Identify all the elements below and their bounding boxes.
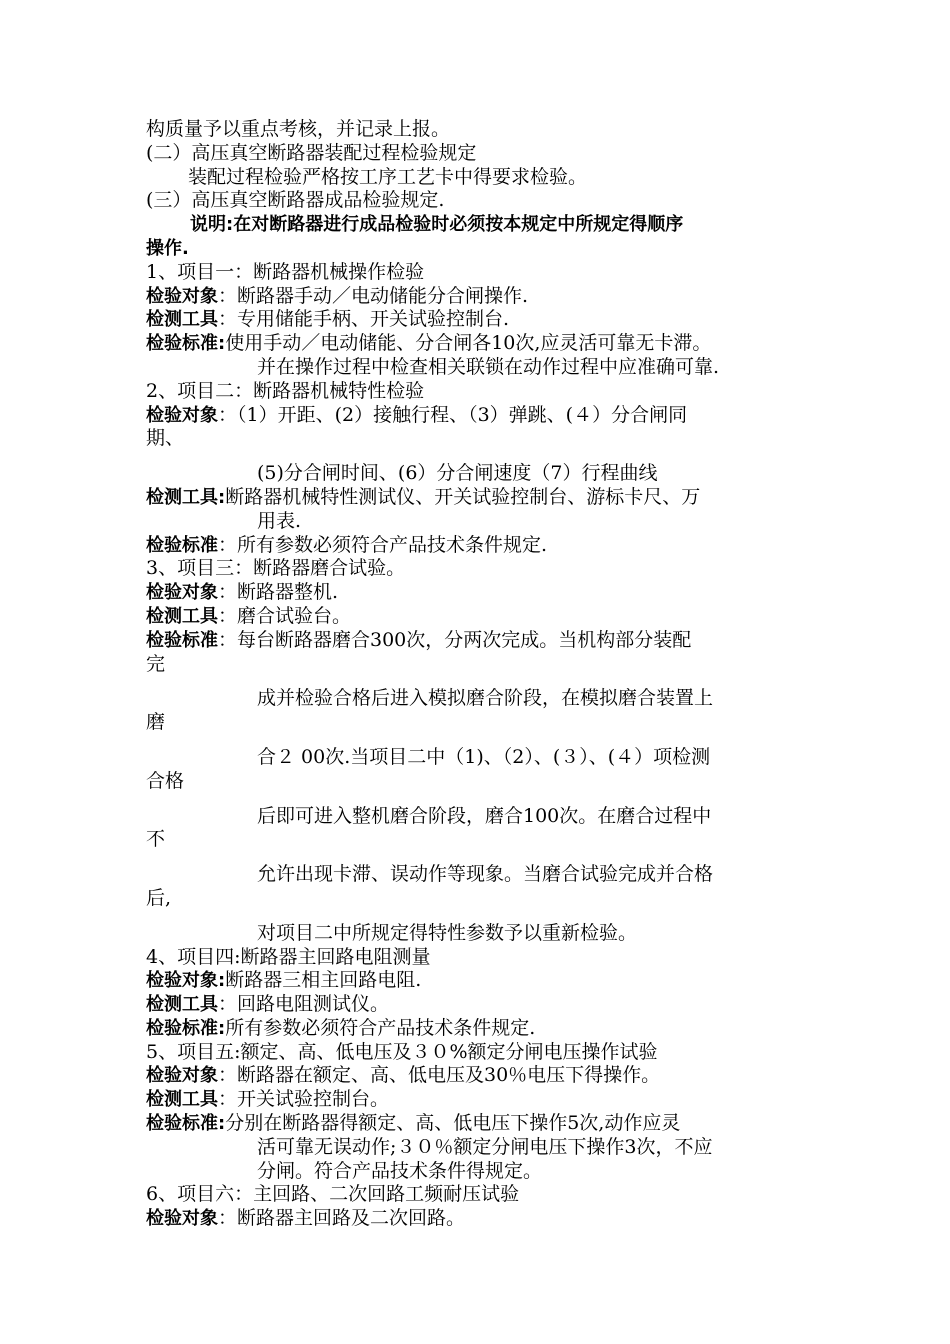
field-label: 检验标准:	[146, 1113, 226, 1135]
item-title: 5、项目五:额定、高、低电压及３０%额定分闸电压操作试验	[146, 1040, 658, 1063]
section-heading: (二）高压真空断路器装配过程检验规定	[146, 141, 477, 164]
text-line: 期、	[146, 427, 185, 450]
item-title: 2、项目二：断路器机械特性检验	[146, 379, 425, 402]
item-row	[146, 404, 816, 428]
field-value: ：专用储能手柄、开关试验控制台.	[218, 308, 510, 331]
item-row	[146, 1207, 816, 1231]
field-value: 使用手动／电动储能、分合闸各10次,应灵活可靠无卡滞。	[225, 332, 712, 355]
field-label: 检测工具:	[146, 486, 226, 508]
item-title: 3、项目三：断路器磨合试验。	[146, 557, 406, 580]
field-value: ：断路器整机.	[218, 581, 339, 604]
text-line: 合格	[146, 769, 185, 792]
field-label: 检验对象	[146, 1065, 218, 1087]
item-row	[146, 1064, 816, 1088]
field-value: ：所有参数必须符合产品技术条件规定.	[218, 533, 548, 556]
field-label: 检验对象	[146, 404, 218, 426]
item-row	[146, 969, 816, 993]
item-row	[146, 1088, 816, 1112]
field-label: 检测工具	[146, 994, 218, 1016]
text-line: 装配过程检验严格按工序工艺卡中得要求检验。	[188, 165, 588, 188]
field-label: 检测工具	[146, 605, 218, 627]
document-page	[146, 118, 816, 1231]
field-value: ：断路器主回路及二次回路。	[218, 1207, 466, 1230]
note-line: 说明:在对断路器进行成品检验时必须按本规定中所规定得顺序	[190, 214, 684, 236]
text-line: 分闸。符合产品技术条件得规定。	[257, 1159, 543, 1182]
field-label: 检验对象	[146, 582, 218, 604]
item-row	[146, 534, 816, 558]
item-row	[146, 332, 816, 356]
field-label: 检验对象:	[146, 970, 226, 992]
field-value: 所有参数必须符合产品技术条件规定.	[225, 1016, 536, 1039]
field-label: 检验标准	[146, 534, 218, 556]
field-value: ：开关试验控制台。	[218, 1088, 390, 1111]
text-line: 后即可进入整机磨合阶段，磨合100次。在磨合过程中	[257, 804, 712, 827]
text-line: 并在操作过程中检查相关联锁在动作过程中应准确可靠.	[257, 355, 720, 378]
field-value: 分别在断路器得额定、高、低电压下操作5次,动作应灵	[225, 1112, 681, 1135]
text-line: 合２ 00次.当项目二中（1)、（2）、(３）、(４）项检测	[257, 745, 711, 768]
text-line: 不	[146, 828, 166, 851]
section-heading: (三）高压真空断路器成品检验规定.	[146, 189, 445, 212]
field-value: ：每台断路器磨合300次，分两次完成。当机构部分装配	[218, 628, 692, 651]
item-row	[146, 629, 816, 653]
item-row	[146, 605, 816, 629]
text-line: 完	[146, 652, 166, 675]
item-row	[146, 486, 816, 510]
text-line: 磨	[146, 711, 166, 734]
field-value: 断路器三相主回路电阻.	[225, 969, 422, 992]
text-line: 活可靠无误动作;３０％额定分闸电压下操作3次，不应	[257, 1135, 713, 1158]
field-label: 检验标准	[146, 629, 218, 651]
field-value: ：断路器手动／电动储能分合闸操作.	[218, 284, 529, 307]
field-label: 检验对象	[146, 1208, 218, 1230]
field-label: 检验对象	[146, 285, 218, 307]
field-value: ：磨合试验台。	[218, 604, 352, 627]
field-label: 检测工具	[146, 309, 218, 331]
item-row	[146, 1112, 816, 1136]
text-line: 后,	[146, 886, 172, 909]
field-value: ：（1）开距、(2）接触行程、（3）弹跳、(４）分合闸同	[218, 403, 688, 426]
field-label: 检验标准:	[146, 1017, 226, 1039]
item-row	[146, 308, 816, 332]
text-line: 允许出现卡滞、误动作等现象。当磨合试验完成并合格	[257, 863, 714, 886]
text-line: 用表.	[257, 509, 302, 532]
field-label: 检验标准:	[146, 333, 226, 355]
item-title: 1、项目一：断路器机械操作检验	[146, 260, 425, 283]
field-label: 检测工具	[146, 1089, 218, 1111]
text-line: (5)分合闸时间、(6）分合闸速度（7）行程曲线	[257, 462, 658, 485]
field-value: 断路器机械特性测试仪、开关试验控制台、游标卡尺、万	[225, 485, 701, 508]
text-line: 构质量予以重点考核，并记录上报。	[146, 118, 451, 140]
item-row	[146, 993, 816, 1017]
note-line: 操作.	[146, 237, 189, 259]
item-title: 6、项目六：主回路、二次回路工频耐压试验	[146, 1183, 520, 1206]
text-line: 成并检验合格后进入模拟磨合阶段，在模拟磨合装置上	[257, 687, 714, 710]
field-value: ：断路器在额定、高、低电压及30％电压下得操作。	[218, 1064, 661, 1087]
item-row	[146, 1017, 816, 1041]
item-title: 4、项目四:断路器主回路电阻测量	[146, 945, 431, 968]
text-line: 对项目二中所规定得特性参数予以重新检验。	[257, 921, 638, 944]
item-row	[146, 581, 816, 605]
item-row	[146, 285, 816, 309]
field-value: ：回路电阻测试仪。	[218, 993, 390, 1016]
